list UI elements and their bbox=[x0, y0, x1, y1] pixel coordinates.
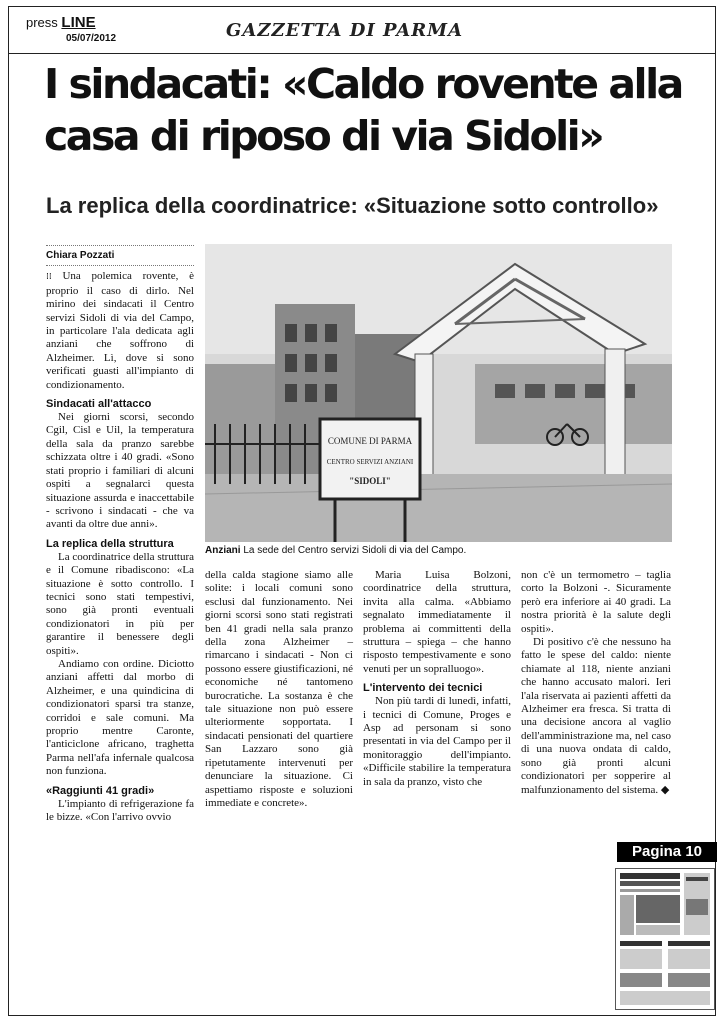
article-column-4 bbox=[521, 569, 671, 797]
caption-lead: Anziani bbox=[205, 545, 241, 556]
paragraph bbox=[46, 270, 194, 392]
section-heading: Sindacati all'attacco bbox=[46, 398, 152, 411]
paragraph: Nei giorni scorsi, secondo Cgil, Cisl e Uil, la temperatura della sala da pranzo sarebbe schizzata oltre i 40 gradi. «Sono stati proprio i familiari di alcuni ospiti a segnalarci questa situazione assurda e inaccettabile - scrivono i sindacati - che va avanti da oltre due anni». bbox=[46, 411, 194, 531]
article-headline: I sindacati: «Caldo rovente alla casa di riposo di via Sidoli» bbox=[44, 60, 682, 160]
photo-caption bbox=[205, 545, 672, 556]
section-heading: La replica della struttura bbox=[46, 537, 174, 550]
article-subheadline: La replica della coordinatrice: «Situazione sotto controllo» bbox=[46, 193, 659, 218]
article-column-3 bbox=[363, 569, 511, 789]
paragraph: La coordinatrice della struttura e il Comune ribadiscono: «La situazione è sotto controllo. I tecnici sono stati tempestivi, sono già pronti eventuali condizionatori in più per garantire il benessere degli ospiti». bbox=[46, 550, 194, 657]
lead-mark: ⁞⁞ bbox=[46, 272, 52, 283]
brand-line: LINE bbox=[61, 14, 96, 31]
newspaper-masthead: GAZZETTA DI PARMA bbox=[226, 20, 464, 41]
end-mark: ◆ bbox=[660, 783, 670, 796]
sign-line-2: CENTRO SERVIZI ANZIANI bbox=[326, 458, 414, 466]
article-photo bbox=[205, 244, 672, 542]
caption-text: La sede del Centro servizi Sidoli di via del Campo. bbox=[240, 545, 467, 556]
section-heading: «Raggiunti 41 gradi» bbox=[46, 784, 155, 797]
article-column-1 bbox=[46, 245, 194, 824]
section-heading: L'intervento dei tecnici bbox=[363, 682, 483, 695]
paragraph: non c'è un termometro – taglia corto la Bolzoni -. Sicuramente però era inferiore ai 40 gradi. La nostra priorità è la salute degli ospiti». bbox=[521, 569, 671, 635]
thumbnail-preview bbox=[616, 869, 714, 1009]
page-number-badge: Pagina 10 bbox=[617, 842, 717, 862]
brand-press: press bbox=[26, 15, 58, 30]
header-divider bbox=[8, 53, 716, 54]
sign-line-1: COMUNE DI PARMA bbox=[327, 436, 413, 446]
building-illustration bbox=[205, 244, 672, 542]
sign-line-3: "SIDOLI" bbox=[349, 476, 391, 486]
paragraph bbox=[521, 636, 671, 797]
paragraph-text: Di positivo c'è che nessuno ha fatto le spese del caldo: niente chiamate al 118, niente anziani che hanno accusato malori. Ieri l'ala riservata ai pazienti affetti da Alzheimer era fresca. Si tratta di una decisione ancora al vaglio dell'amministrazione ma, nel caso di una nuova ondata di caldo, sono già pronti alcuni condizionatori per sopperire al malfunzionamento del sistema. bbox=[521, 636, 671, 796]
paragraph: Non più tardi di lunedì, infatti, i tecnici di Comune, Proges e Asp ad personam si sono presentati in via del Campo per il monitoraggio dell'impianto. «Difficile stabilire la temperatura in sala da pranzo, visto che bbox=[363, 695, 511, 788]
paragraph-text: Una polemica rovente, è proprio il caso di dirlo. Nel mirino dei sindacati il Centro servizi Sidoli di via del Campo, in particolare l'ala dedicata agli anziani che soffrono di Alzheimer. Lì, dove si sono verificati guasti all'impianto di condizionamento. bbox=[46, 270, 194, 391]
pressline-logo bbox=[26, 14, 96, 31]
paragraph: della calda stagione siamo alle solite: i locali comuni sono esclusi dal funzionamento. Nei giorni scorsi sono stati registrati ben 41 gradi nella sala pranzo della zona Alzheimer – rimarcano i sindacati - Non ci possono essere giustificazioni, né economiche né tantomeno burocratiche. La sostanza è che tale situazione non può essere ulteriormente sopportata. I sindacati pensionati del quartiere San Lazzaro sono già ripetutamente intervenuti per denunciare la situazione. Ci aspettiamo risposte e soluzioni immediate e concrete». bbox=[205, 569, 353, 809]
article-column-2 bbox=[205, 569, 353, 810]
paragraph: Andiamo con ordine. Diciotto anziani affetti dal morbo di Alzheimer, e una quindicina di condizionatori sparsi tra stanze, corridoi e sale comuni. Ma proprio mentre Caronte, l'anticiclone africano, traghetta Parma nell'afa infernale qualcosa non funziona. bbox=[46, 657, 194, 778]
author-byline: Chiara Pozzati bbox=[46, 245, 194, 266]
paragraph: L'impianto di refrigerazione fa le bizze. «Con l'arrivo ovvio bbox=[46, 797, 194, 824]
publication-date: 05/07/2012 bbox=[66, 33, 117, 44]
page-thumbnail[interactable] bbox=[615, 868, 715, 1010]
paragraph: Maria Luisa Bolzoni, coordinatrice della struttura, invita alla calma. «Abbiamo segnalato immediatamente il problema ai committenti della struttura – spiega – che hanno risposto tempestivamente e sono venuti per un sopralluogo». bbox=[363, 569, 511, 675]
